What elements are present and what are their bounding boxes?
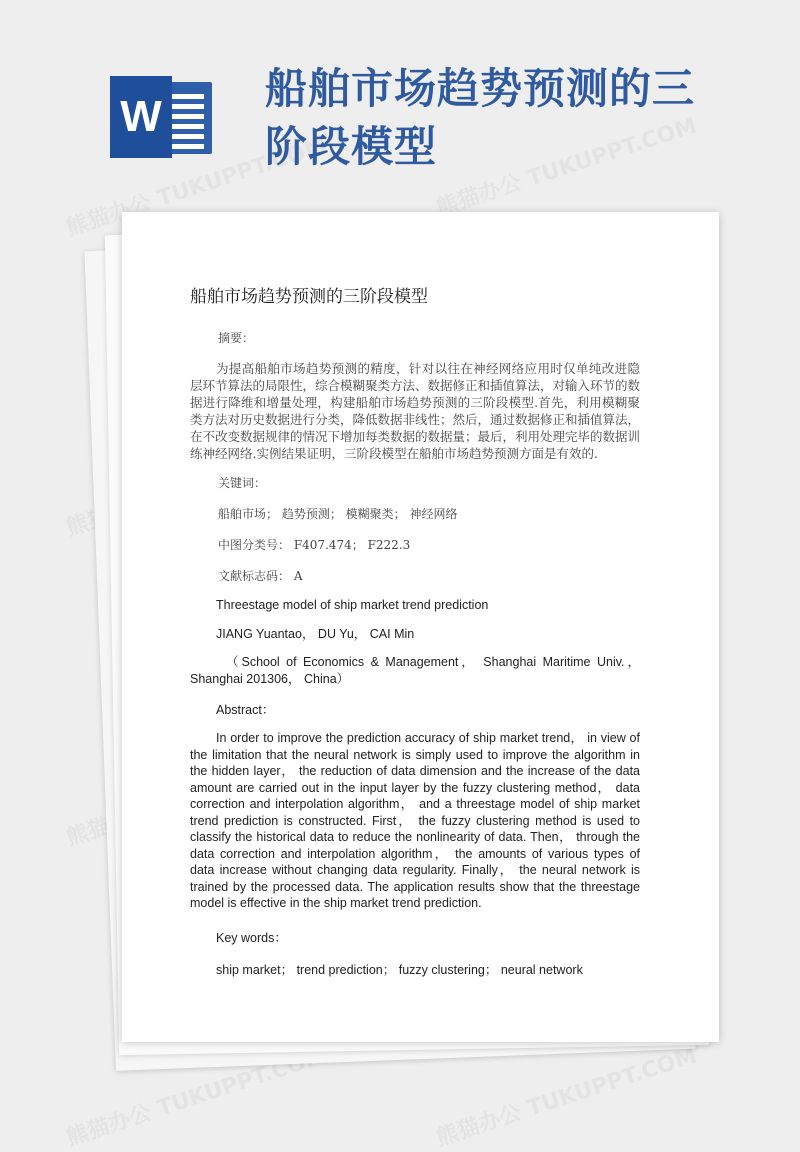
keywords-zh: 船舶市场； 趋势预测； 模糊聚类； 神经网络 (218, 507, 458, 521)
english-title: Threestage model of ship market trend prediction (216, 598, 489, 612)
keywords-label-en: Key words： (216, 930, 287, 945)
banner-title: 船舶市场趋势预测的三阶段模型 (265, 64, 696, 171)
abstract-en: In order to improve the prediction accuracy of ship market trend， in view of the limitation that the neural network is simply used to improve the algorithm in the hidden layer， the reduction of data dimension and the increase of the data amount are carried out in the input layer by the fuzzy clustering method， data correction and interpolation algorithm， and a threestage model of ship market trend prediction is constructed. First， the fuzzy clustering method is used to classify the historical data to reduce the nonlinearity of data. Then， through the data correction and interpolation algorithm， the amounts of various types of data increase without changing data regularity. Finally， the neural network is trained by the processed data. The application results show that the threestage model is effective in the ship market trend prediction. (190, 731, 640, 910)
document-content (190, 282, 640, 990)
english-authors: JIANG Yuantao， DU Yu， CAI Min (216, 627, 415, 641)
abstract-label-en: Abstract： (216, 703, 275, 717)
document-page (122, 212, 719, 1042)
word-icon-letter: W (110, 76, 172, 158)
document-title: 船舶市场趋势预测的三阶段模型 (190, 287, 428, 307)
keywords-en: ship market； trend prediction； fuzzy clustering； neural network (216, 962, 583, 977)
classification-number: 中图分类号： F407.474； F222.3 (218, 538, 411, 552)
abstract-zh: 为提高船舶市场趋势预测的精度，针对以往在神经网络应用时仅单纯改进隐层环节算法的局限性，综合模糊聚类方法、数据修正和插值算法，对输入环节的数据进行降维和增量处理，构建船舶市场趋势预测的三阶段模型.首先，利用模糊聚类方法对历史数据进行分类，降低数据非线性；然后，通过数据修正和插值算法，在不改变数据规律的情况下增加每类数据的数据量；最后，利用处理完毕的数据训练神经网络.实例结果证明，三阶段模型在船舶市场趋势预测方面是有效的. (190, 361, 641, 461)
document-code: 文献标志码： A (218, 569, 303, 583)
abstract-label-zh: 摘要： (218, 331, 255, 345)
keywords-label-zh: 关键词： (218, 476, 267, 490)
word-app-icon (110, 76, 212, 158)
english-affiliation: （School of Economics & Management， Shanghai Maritime Univ.， Shanghai 201306， China） (190, 655, 640, 686)
